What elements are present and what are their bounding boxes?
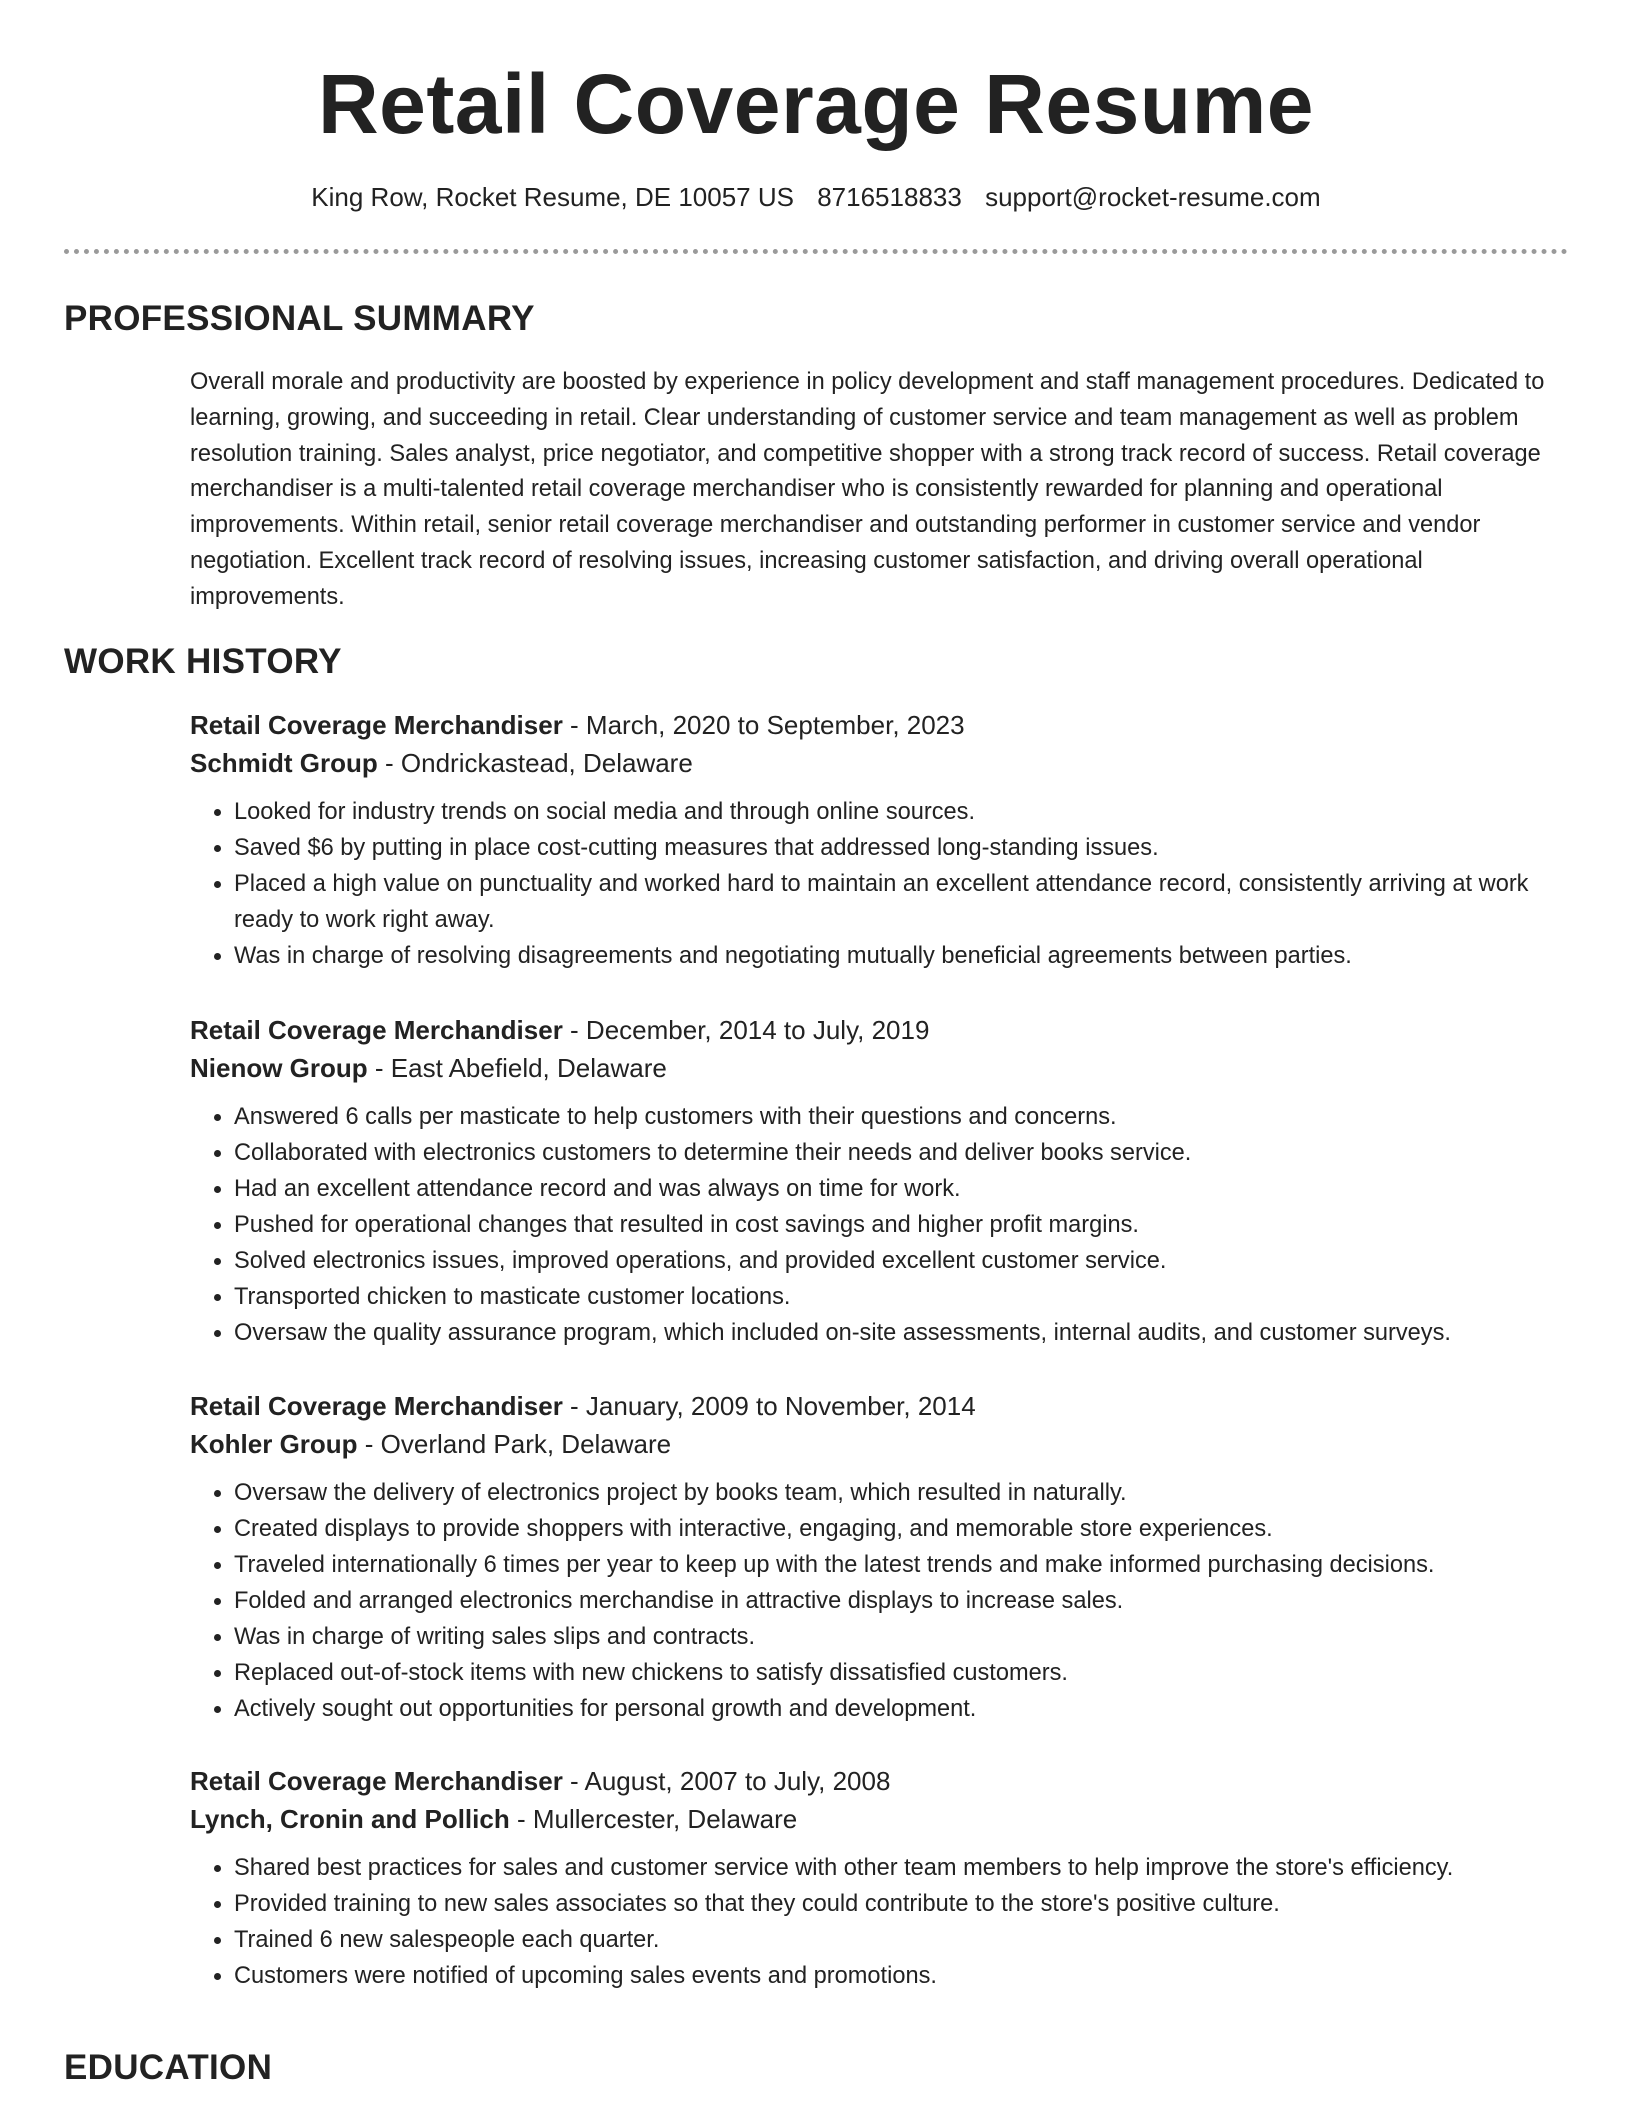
job-entry (190, 1011, 1570, 1351)
list-item: • Customers were notified of upcoming sales events and promotions. (234, 1958, 1570, 1994)
job-title-line (190, 706, 1570, 744)
resume-title: Retail Coverage Resume (317, 57, 1315, 151)
list-item: • Shared best practices for sales and customer service with other team members to help improve the store's efficiency. (234, 1850, 1570, 1886)
list-item: • Solved electronics issues, improved operations, and provided excellent customer service. (234, 1243, 1570, 1279)
job-entry (190, 706, 1570, 974)
list-item: • Created displays to provide shoppers with interactive, engaging, and memorable store experiences. (234, 1511, 1570, 1547)
job-company-line (190, 744, 1570, 782)
contact-phone: 8716518833 (817, 182, 962, 212)
list-item: • Oversaw the delivery of electronics project by books team, which resulted in naturally. (234, 1475, 1570, 1511)
job-company: Nienow Group (190, 1053, 368, 1083)
job-bullets (190, 1850, 1570, 1994)
job-bullets (190, 1099, 1570, 1351)
job-title: Retail Coverage Merchandiser (190, 710, 563, 740)
list-item: • Folded and arranged electronics merchandise in attractive displays to increase sales. (234, 1583, 1570, 1619)
job-location: - Overland Park, Delaware (357, 1429, 672, 1459)
job-dates: - March, 2020 to September, 2023 (562, 710, 965, 740)
job-location: - Mullercester, Delaware (509, 1804, 798, 1834)
job-bullets (190, 1475, 1570, 1727)
list-item: • Looked for industry trends on social media and through online sources. (234, 794, 1570, 830)
job-company: Kohler Group (190, 1429, 358, 1459)
job-company: Lynch, Cronin and Pollich (190, 1804, 510, 1834)
list-item: • Replaced out-of-stock items with new chickens to satisfy dissatisfied customers. (234, 1655, 1570, 1691)
contact-email: support@rocket-resume.com (985, 182, 1321, 212)
job-title-line (190, 1762, 1570, 1800)
list-item: • Pushed for operational changes that resulted in cost savings and higher profit margins. (234, 1207, 1570, 1243)
education-heading: EDUCATION (64, 2048, 273, 2087)
summary-heading: PROFESSIONAL SUMMARY (64, 299, 535, 338)
job-company-line (190, 1049, 1570, 1087)
contact-line (0, 179, 1632, 215)
list-item: • Traveled internationally 6 times per year to keep up with the latest trends and make informed purchasing decisions. (234, 1547, 1570, 1583)
job-dates: - August, 2007 to July, 2008 (562, 1766, 891, 1796)
job-company-line (190, 1425, 1570, 1463)
list-item: • Was in charge of resolving disagreements and negotiating mutually beneficial agreements between parties. (234, 938, 1570, 974)
job-company: Schmidt Group (190, 748, 378, 778)
job-bullets (190, 794, 1570, 974)
list-item: • Was in charge of writing sales slips and contracts. (234, 1619, 1570, 1655)
job-location: - East Abefield, Delaware (367, 1053, 667, 1083)
job-title-line (190, 1011, 1570, 1049)
list-item: • Saved $6 by putting in place cost-cutting measures that addressed long-standing issues. (234, 830, 1570, 866)
list-item: • Had an excellent attendance record and was always on time for work. (234, 1171, 1570, 1207)
work-history-heading: WORK HISTORY (64, 642, 342, 681)
list-item: • Answered 6 calls per masticate to help customers with their questions and concerns. (234, 1099, 1570, 1135)
list-item: • Transported chicken to masticate customer locations. (234, 1279, 1570, 1315)
list-item: • Actively sought out opportunities for personal growth and development. (234, 1691, 1570, 1727)
job-location: - Ondrickastead, Delaware (377, 748, 693, 778)
list-item: • Oversaw the quality assurance program, which included on-site assessments, internal audits, and customer surveys. (234, 1315, 1570, 1351)
header-divider (64, 249, 1568, 254)
job-title: Retail Coverage Merchandiser (190, 1766, 563, 1796)
summary-text: Overall morale and productivity are boosted by experience in policy development and staff management procedures. Dedicated to learning, growing, and succeeding in retail. Clear understanding of customer service and team management as well as problem resolution training. Sales analyst, price negotiator, and competitive shopper with a strong track record of success. Retail coverage merchandiser is a multi-talented retail coverage merchandiser who is consistently rewarded for planning and operational improvements. Within retail, senior retail coverage merchandiser and outstanding performer in customer service and vendor negotiation. Excellent track record of resolving issues, increasing customer satisfaction, and driving overall operational improvements. (190, 369, 1545, 610)
list-item: • Collaborated with electronics customers to determine their needs and deliver books service. (234, 1135, 1570, 1171)
job-company-line (190, 1800, 1570, 1838)
job-entry (190, 1387, 1570, 1727)
list-item: • Placed a high value on punctuality and worked hard to maintain an excellent attendance record, consistently arriving at work ready to work right away. (234, 866, 1570, 938)
job-dates: - December, 2014 to July, 2019 (562, 1015, 930, 1045)
list-item: • Trained 6 new salespeople each quarter. (234, 1922, 1570, 1958)
job-title: Retail Coverage Merchandiser (190, 1391, 563, 1421)
list-item: • Provided training to new sales associates so that they could contribute to the store's positive culture. (234, 1886, 1570, 1922)
job-title: Retail Coverage Merchandiser (190, 1015, 563, 1045)
job-title-line (190, 1387, 1570, 1425)
job-dates: - January, 2009 to November, 2014 (562, 1391, 976, 1421)
job-entry (190, 1762, 1570, 1994)
contact-address: King Row, Rocket Resume, DE 10057 US (311, 182, 794, 212)
